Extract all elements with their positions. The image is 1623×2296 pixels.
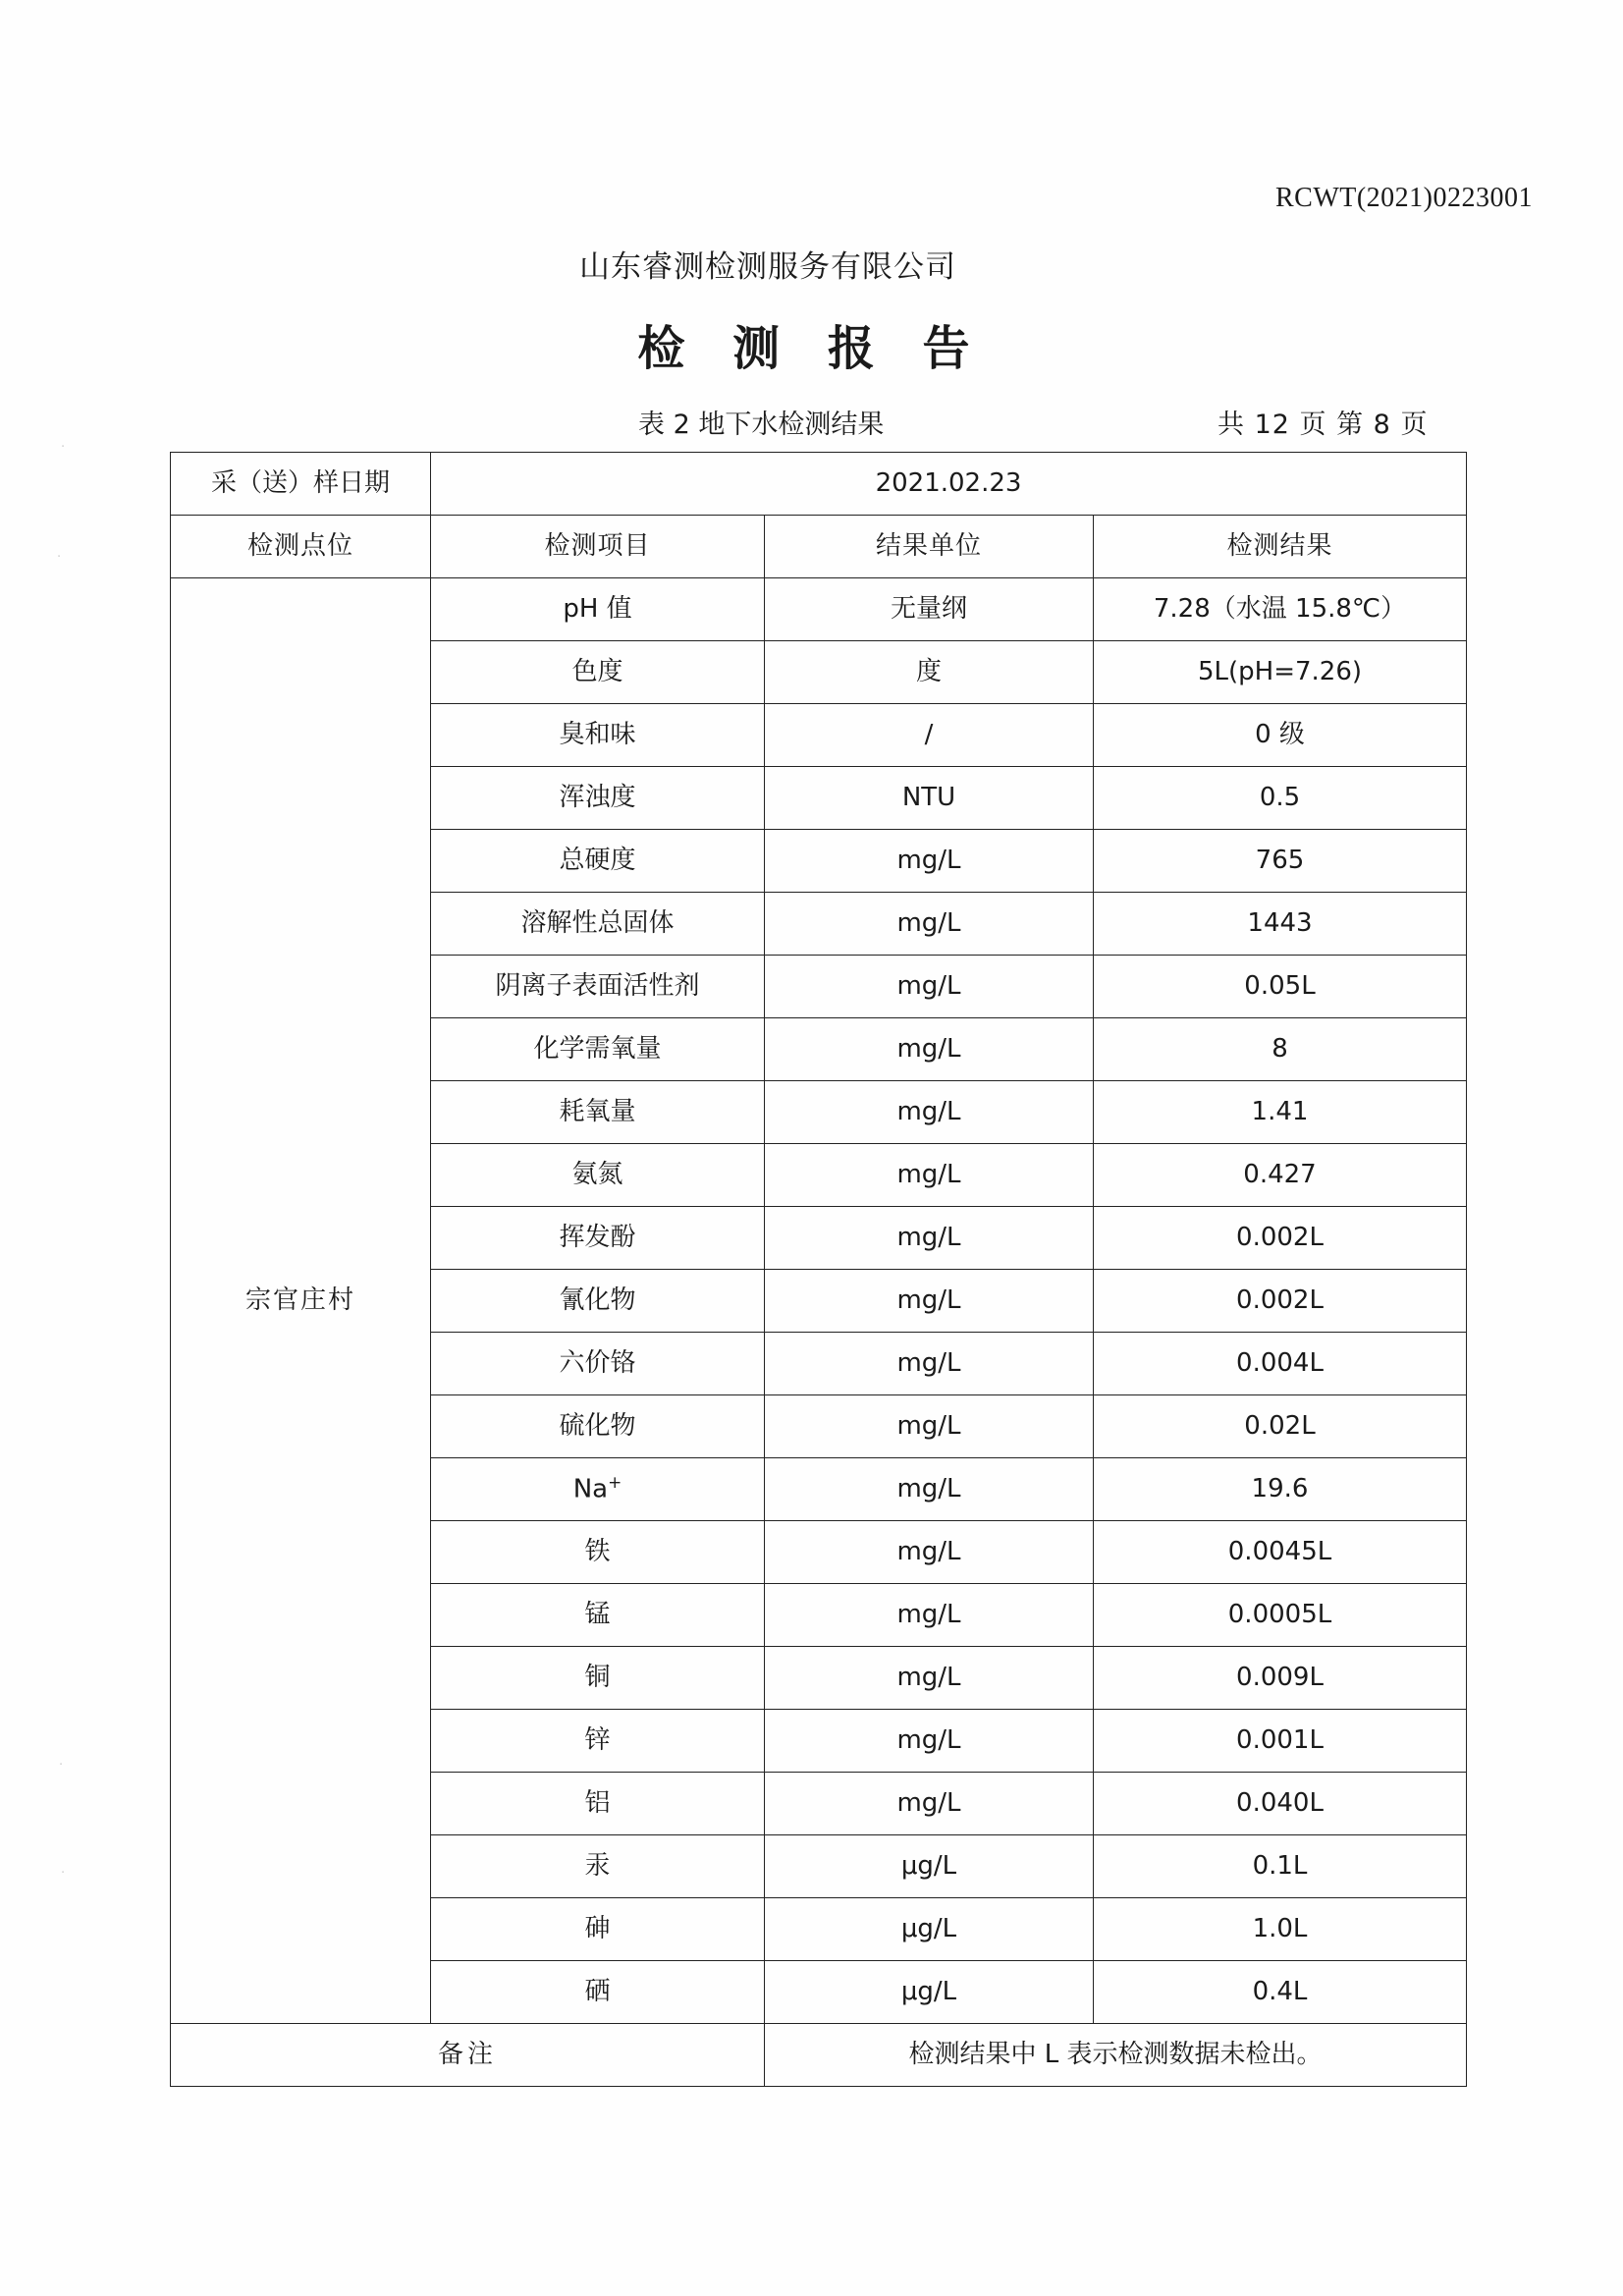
cell-unit: mg/L <box>765 1521 1094 1584</box>
cell-item: 硒 <box>431 1961 765 2024</box>
cell-result: 0.004L <box>1094 1333 1467 1395</box>
cell-unit: mg/L <box>765 1647 1094 1710</box>
cell-item: 硫化物 <box>431 1395 765 1458</box>
groundwater-results-table <box>170 452 1467 2087</box>
cell-item: 汞 <box>431 1835 765 1898</box>
sample-date-label: 采（送）样日期 <box>171 453 431 516</box>
cell-unit: μg/L <box>765 1898 1094 1961</box>
cell-result: 5L(pH=7.26) <box>1094 641 1467 704</box>
cell-result: 0.4L <box>1094 1961 1467 2024</box>
cell-unit: μg/L <box>765 1835 1094 1898</box>
cell-result: 0.001L <box>1094 1710 1467 1773</box>
cell-unit: mg/L <box>765 1018 1094 1081</box>
cell-unit: mg/L <box>765 1333 1094 1395</box>
cell-item: pH 值 <box>431 578 765 641</box>
cell-item: 臭和味 <box>431 704 765 767</box>
cell-result: 0.0045L <box>1094 1521 1467 1584</box>
table-row-remark <box>171 2024 1467 2087</box>
table-row-sample-date <box>171 453 1467 516</box>
cell-unit: μg/L <box>765 1961 1094 2024</box>
cell-unit: mg/L <box>765 1207 1094 1270</box>
scan-artifact: · <box>61 1866 66 1881</box>
cell-result: 0.1L <box>1094 1835 1467 1898</box>
cell-result: 8 <box>1094 1018 1467 1081</box>
cell-unit: mg/L <box>765 830 1094 893</box>
cell-item: 色度 <box>431 641 765 704</box>
cell-unit: mg/L <box>765 1458 1094 1521</box>
cell-result: 0.009L <box>1094 1647 1467 1710</box>
cell-item: 铁 <box>431 1521 765 1584</box>
cell-unit: 无量纲 <box>765 578 1094 641</box>
cell-result: 0.0005L <box>1094 1584 1467 1647</box>
header-result: 检测结果 <box>1094 516 1467 578</box>
table-row <box>171 578 1467 641</box>
cell-unit: 度 <box>765 641 1094 704</box>
cell-item: 砷 <box>431 1898 765 1961</box>
cell-unit: mg/L <box>765 1710 1094 1773</box>
page-title: 检 测 报 告 <box>637 321 986 376</box>
scan-artifact: · <box>61 440 66 455</box>
header-unit: 结果单位 <box>765 516 1094 578</box>
cell-unit: mg/L <box>765 1584 1094 1647</box>
cell-result: 7.28（水温 15.8℃） <box>1094 578 1467 641</box>
cell-item: 锌 <box>431 1710 765 1773</box>
cell-item: 氨氮 <box>431 1144 765 1207</box>
cell-item: 浑浊度 <box>431 767 765 830</box>
cell-result: 1.41 <box>1094 1081 1467 1144</box>
cell-result: 19.6 <box>1094 1458 1467 1521</box>
scan-artifact: · <box>57 550 62 565</box>
cell-unit: mg/L <box>765 893 1094 956</box>
cell-unit: mg/L <box>765 1270 1094 1333</box>
cell-item: 总硬度 <box>431 830 765 893</box>
cell-result: 1443 <box>1094 893 1467 956</box>
cell-result: 0.05L <box>1094 956 1467 1018</box>
cell-item: Na+ <box>431 1458 765 1521</box>
cell-result: 0.5 <box>1094 767 1467 830</box>
cell-unit: NTU <box>765 767 1094 830</box>
cell-result: 765 <box>1094 830 1467 893</box>
cell-result: 0.002L <box>1094 1270 1467 1333</box>
cell-item: 阴离子表面活性剂 <box>431 956 765 1018</box>
cell-item: 铜 <box>431 1647 765 1710</box>
scan-artifact: · <box>59 1758 64 1773</box>
table-header-row <box>171 516 1467 578</box>
cell-result: 1.0L <box>1094 1898 1467 1961</box>
cell-item: 化学需氧量 <box>431 1018 765 1081</box>
sample-date-value: 2021.02.23 <box>431 453 1467 516</box>
cell-item: 挥发酚 <box>431 1207 765 1270</box>
cell-unit: / <box>765 704 1094 767</box>
remark-label: 备注 <box>171 2024 765 2087</box>
cell-result: 0.427 <box>1094 1144 1467 1207</box>
remark-value: 检测结果中 L 表示检测数据未检出。 <box>765 2024 1467 2087</box>
cell-result: 0.002L <box>1094 1207 1467 1270</box>
cell-unit: mg/L <box>765 1081 1094 1144</box>
page-count: 共 12 页 第 8 页 <box>1217 410 1429 440</box>
cell-result: 0.02L <box>1094 1395 1467 1458</box>
cell-unit: mg/L <box>765 1144 1094 1207</box>
cell-result: 0 级 <box>1094 704 1467 767</box>
company-name: 山东睿测检测服务有限公司 <box>579 249 956 285</box>
cell-unit: mg/L <box>765 1773 1094 1835</box>
cell-unit: mg/L <box>765 1395 1094 1458</box>
cell-item: 耗氧量 <box>431 1081 765 1144</box>
header-site: 检测点位 <box>171 516 431 578</box>
cell-item: 六价铬 <box>431 1333 765 1395</box>
report-number: RCWT(2021)0223001 <box>1274 183 1533 213</box>
cell-result: 0.040L <box>1094 1773 1467 1835</box>
cell-item: 氰化物 <box>431 1270 765 1333</box>
cell-item: 锰 <box>431 1584 765 1647</box>
cell-item: 铝 <box>431 1773 765 1835</box>
cell-unit: mg/L <box>765 956 1094 1018</box>
results-table-wrapper <box>170 452 1466 2087</box>
table-caption: 表 2 地下水检测结果 <box>638 410 885 440</box>
header-item: 检测项目 <box>431 516 765 578</box>
cell-item: 溶解性总固体 <box>431 893 765 956</box>
site-name-cell: 宗官庄村 <box>171 578 431 2024</box>
